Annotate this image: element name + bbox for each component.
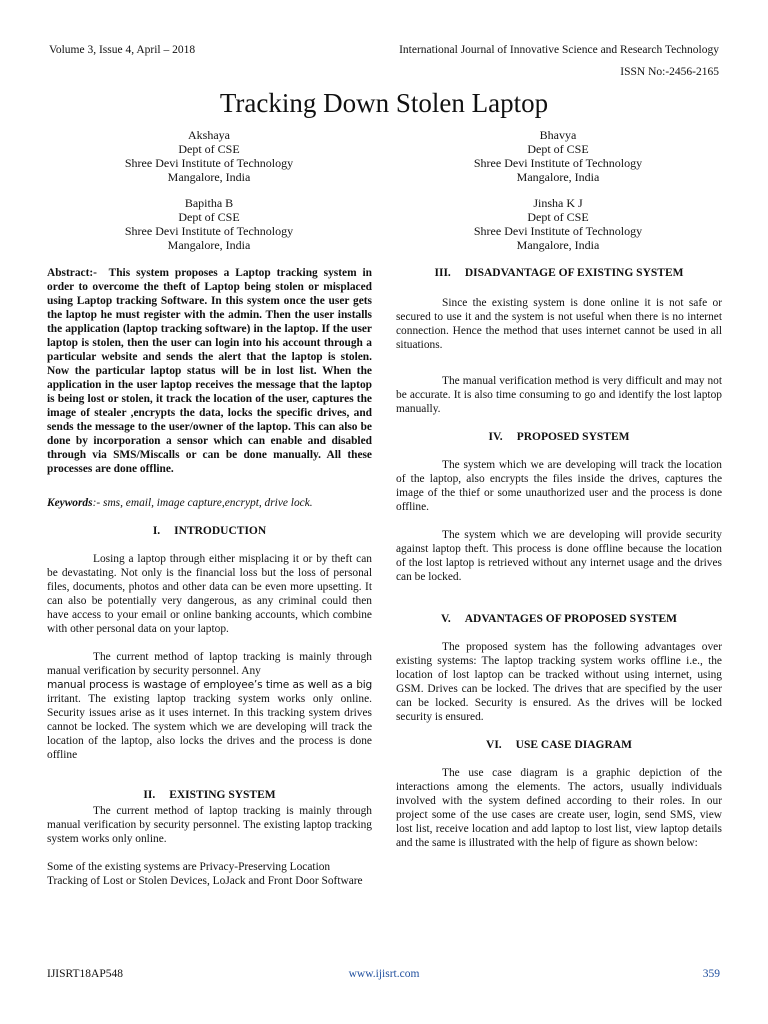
running-header-journal: International Journal of Innovative Science and Research Technology [399,44,719,56]
author-institution: Shree Devi Institute of Technology [473,156,643,170]
proposed-paragraph-2: The system which we are developing will provide security against laptop theft. This process is done offline because the location of the lost laptop is retrieved without any internet usage and the drives can be locked. [396,529,722,583]
section-heading-existing-system: II. EXISTING SYSTEM [143,789,276,801]
abstract-text: This system proposes a Laptop tracking system in order to overcome the theft of Laptop being stolen or misplaced using Laptop tracking Software. In this system once the user gets the laptop he must register with the admin. Then the user installs the application (laptop tracking software) in the laptop. If the user laptop is stolen, then the user can login into his account through a particular website and sends the alert that the laptop is stolen. Now the particular laptop status will be in lost list. When the application in the user laptop receives the message that the laptop is being lost or stolen, it track the location of the user, captures the image of stealer ,encrypts the data, locks the specific drives, and sends the message to the user/owner of the laptop. This can also be done by incorporation a sensor which can enable and disabled through via SMS/Miscalls or can be done manually. All these processes are done offline. [47,267,372,475]
author-dept: Dept of CSE [178,210,240,224]
page-number: 359 [702,968,720,980]
disadvantage-paragraph-2: The manual verification method is very difficult and may not be accurate. It is also time consuming to go and identify the lost laptop manually. [396,375,722,415]
section-heading-advantages: V. ADVANTAGES OF PROPOSED SYSTEM [441,613,677,625]
issn-label: ISSN No:-2456-2165 [620,66,719,78]
disadvantage-paragraph-1: Since the existing system is done online it is not safe or secured to use it and the system is not useful when there is no internet connection. Hence the method that uses internet cannot be used in all situations. [396,297,722,351]
footer-paper-id: IJISRT18AP548 [47,968,123,980]
author-location: Mangalore, India [516,170,600,184]
proposed-paragraph-1: The system which we are developing will track the location of the laptop, also encrypts the files inside the drives, captures the image of the thief or some unauthorized user and the process is done offline. [396,459,722,513]
author-name: Bapitha B [184,196,234,210]
author-name: Akshaya [188,128,230,142]
existing-paragraph-2: Some of the existing systems are Privacy-Preserving Location Tracking of Lost or Stolen Devices, LoJack and Front Door Software [47,861,363,887]
running-header-left: Volume 3, Issue 4, April – 2018 [49,44,196,56]
author-institution: Shree Devi Institute of Technology [124,224,294,238]
author-dept: Dept of CSE [178,142,240,156]
footer-website-link[interactable]: www.ijisrt.com [348,968,420,980]
author-location: Mangalore, India [167,170,251,184]
author-dept: Dept of CSE [527,210,589,224]
author-block [428,128,688,184]
keywords-label: Keywords [47,497,93,509]
author-location: Mangalore, India [516,238,600,252]
keywords [47,496,372,510]
author-name: Jinsha K J [533,196,583,210]
author-institution: Shree Devi Institute of Technology [473,224,643,238]
author-block [79,196,339,252]
abstract-label: Abstract:- [47,267,97,279]
author-block [79,128,339,184]
author-location: Mangalore, India [167,238,251,252]
existing-paragraph-1: The current method of laptop tracking is mainly through manual verification by security personnel. The existing laptop tracking system works only online. [47,805,372,845]
section-heading-proposed-system: IV. PROPOSED SYSTEM [488,431,630,443]
intro-paragraph-1: Losing a laptop through either misplacing it or by theft can be devastating. Not only is the financial loss but the loss of personal files, documents, photos and other data can be even more upsetting. It can also be potentially very dangerous, as any criminal could then have access to your email or online banking accounts, which combine with other personal data on your laptop. [47,553,372,635]
section-heading-introduction: I. INTRODUCTION [152,525,267,537]
keywords-text: :- sms, email, image capture,encrypt, drive lock. [92,497,313,509]
advantages-paragraph: The proposed system has the following advantages over existing systems: The laptop tracking system works offline i.e., the location of lost laptop can be tracked without using internet, using GSM. Drives can be locked. The drives that are specified by the user can be locked. Security is ensured. As the drives will be locked security is ensured. [396,641,722,723]
right-column [396,266,722,864]
author-block [428,196,688,252]
left-column [47,266,372,902]
section-heading-use-case: VI. USE CASE DIAGRAM [486,739,632,751]
paper-title: Tracking Down Stolen Laptop [219,88,549,118]
author-dept: Dept of CSE [527,142,589,156]
use-case-paragraph: The use case diagram is a graphic depiction of the interactions among the elements. The actors, usually individuals involved with the system defined according to their roles. In our project some of the use cases are create user, login, send SMS, view lost list, receive location and add laptop to lost list, view laptop details and the same is illustrated with the help of figure as shown below: [396,767,722,849]
author-name: Bhavya [539,128,577,142]
abstract [47,266,372,476]
section-heading-disadvantage: III. DISADVANTAGE OF EXISTING SYSTEM [434,267,684,279]
intro-paragraph-2: The current method of laptop tracking is mainly through manual verification by security personnel. Any manual process is wastage of employee’s time as well as a big irritant. The existing laptop tracking system works only online. Security issues arise as it uses internet. In this tracking system drives cannot be locked. The system which we are developing will track the location of the laptop, also locks the drives and the process is done offline [47,651,372,761]
author-institution: Shree Devi Institute of Technology [124,156,294,170]
